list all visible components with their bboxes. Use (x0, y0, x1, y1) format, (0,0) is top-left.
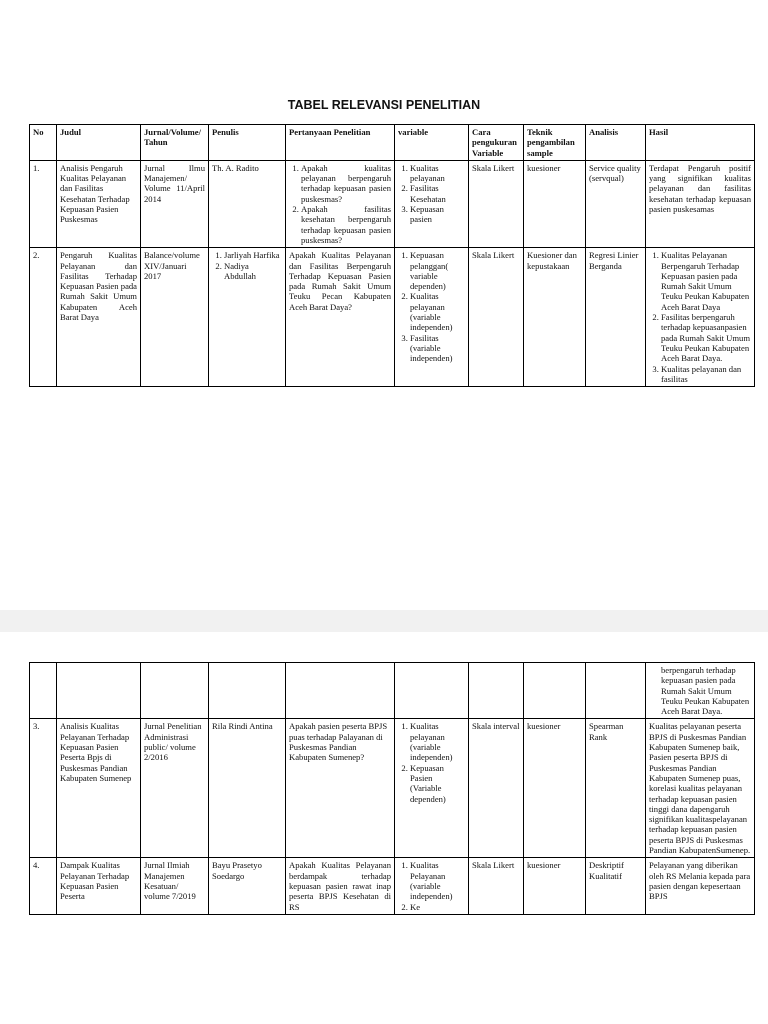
cell-analisis: Service quality (servqual) (586, 160, 646, 247)
cell-hasil (646, 248, 755, 387)
variable-list (398, 860, 465, 911)
cell-no: 3. (30, 719, 57, 858)
cell-variable (395, 248, 469, 387)
cell-pertanyaan (286, 160, 395, 247)
cell-variable (395, 663, 469, 719)
cell-judul: Analisis Pengaruh Kualitas Pelayanan dan Fasilitas Kesehatan Terhadap Kepuasan Pasien Puskesmas (57, 160, 141, 247)
list-item: 1. Kualitas Pelayanan Berpengaruh Terhadap Kepuasan pasien pada Rumah Sakit Umum Teuku Peukan Kabupaten Aceh Barat Daya (661, 250, 751, 312)
cell-analisis (586, 663, 646, 719)
list-item: 2. Apakah fasilitas kesehatan berpengaruh terhadap kepuasan pasien puskesmas? (301, 204, 391, 245)
cell-penulis (209, 663, 286, 719)
cell-judul (57, 663, 141, 719)
document-page-2 (0, 632, 768, 1024)
list-item: 2. Fasilitas berpengaruh terhadap kepuasanpasien pada Rumah Sakit Umum Teuku Peukan Kabupaten Aceh Barat Daya. (661, 312, 751, 363)
cell-teknik: kuesioner (524, 160, 586, 247)
list-item: 3. Fasilitas (variable independen) (410, 333, 465, 364)
cell-cara: Skala interval (469, 719, 524, 858)
variable-list (398, 250, 465, 363)
cell-penulis (209, 248, 286, 387)
column-header-hasil: Hasil (646, 125, 755, 161)
cell-hasil (646, 663, 755, 719)
cell-judul: Analisis Kualitas Pelayanan Terhadap Kepuasan Pasien Peserta Bpjs di Puskesmas Pandian Kabupaten Sumenep (57, 719, 141, 858)
list-item: 3. Kualitas pelayanan dan fasilitas (661, 364, 751, 385)
cell-teknik: kuesioner (524, 719, 586, 858)
list-item: 2. Kualitas pelayanan (variable independen) (410, 291, 465, 332)
cell-no (30, 663, 57, 719)
list-item: 1. Kualitas pelayanan (410, 163, 465, 184)
table-row (30, 719, 755, 858)
cell-pertanyaan: Apakah Kualitas Pelayanan berdampak terhadap kepuasan pasien rawat inap peserta BPJS Kesehatan di RS (286, 858, 395, 914)
cell-cara (469, 663, 524, 719)
cell-teknik: Kuesioner dan kepustakaan (524, 248, 586, 387)
hasil-list (649, 250, 751, 384)
cell-variable (395, 160, 469, 247)
column-header-judul: Judul (57, 125, 141, 161)
list-item: 3. Kepuasan pasien (410, 204, 465, 225)
page-title: TABEL RELEVANSI PENELITIAN (287, 98, 481, 112)
list-item: 2. Kepuasan Pasien (Variable dependen) (410, 763, 465, 804)
relevance-table-continued (29, 662, 755, 915)
cell-no: 1. (30, 160, 57, 247)
cell-judul: Dampak Kualitas Pelayanan Terhadap Kepuasan Pasien Peserta (57, 858, 141, 914)
cell-no: 4. (30, 858, 57, 914)
cell-no: 2. (30, 248, 57, 387)
cell-penulis: Th. A. Radito (209, 160, 286, 247)
cell-variable (395, 719, 469, 858)
table-row-continued (30, 663, 755, 719)
cell-cara: Skala Likert (469, 248, 524, 387)
cell-penulis: Rila Rindi Antina (209, 719, 286, 858)
column-header-analisis: Analisis (586, 125, 646, 161)
cell-judul: Pengaruh Kualitas Pelayanan dan Fasilitas Terhadap Kepuasan Pasien pada Rumah Sakit Umum Kabupaten Aceh Barat Daya (57, 248, 141, 387)
column-header-penulis: Penulis (209, 125, 286, 161)
variable-list (398, 163, 465, 225)
penulis-list (212, 250, 282, 281)
table-row (30, 858, 755, 914)
column-header-pertanyaan: Pertanyaan Penelitian (286, 125, 395, 161)
cell-variable (395, 858, 469, 914)
column-header-jurnal: Jurnal/Volume/Tahun (141, 125, 209, 161)
cell-teknik: kuesioner (524, 858, 586, 914)
list-item: 2. Ke (410, 902, 465, 912)
cell-teknik (524, 663, 586, 719)
cell-analisis: Regresi Linier Berganda (586, 248, 646, 387)
cell-analisis: Deskriptif Kualitatif (586, 858, 646, 914)
list-item: 1. Kualitas pelayanan (variable independen) (410, 721, 465, 762)
column-header-cara: Cara pengukuran Variable (469, 125, 524, 161)
list-item: 2. Nadiya Abdullah (224, 261, 282, 282)
cell-hasil: Pelayanan yang diberikan oleh RS Melania kepada para pasien dengan kepesertaan BPJS (646, 858, 755, 914)
cell-cara: Skala Likert (469, 160, 524, 247)
cell-cara: Skala Likert (469, 858, 524, 914)
cell-jurnal: Jurnal Penelitian Administrasi public/ volume 2/2016 (141, 719, 209, 858)
list-item: 2. Fasilitas Kesehatan (410, 183, 465, 204)
cell-analisis: Spearman Rank (586, 719, 646, 858)
cell-pertanyaan (286, 663, 395, 719)
cell-jurnal: Jurnal Ilmiah Manajemen Kesatuan/ volume 7/2019 (141, 858, 209, 914)
list-item: 1. Kepuasan pelanggan( variable dependen) (410, 250, 465, 291)
cell-jurnal (141, 663, 209, 719)
column-header-teknik: Teknik pengambilan sample (524, 125, 586, 161)
cell-jurnal: Balance/volume XIV/Januari 2017 (141, 248, 209, 387)
variable-list (398, 721, 465, 803)
pertanyaan-list (289, 163, 391, 245)
column-header-no: No (30, 125, 57, 161)
relevance-table (29, 124, 755, 387)
cell-jurnal: Jurnal Ilmu Manajemen/ Volume 11/April 2014 (141, 160, 209, 247)
list-item: 1. Kualitas Pelayanan (variable independen) (410, 860, 465, 901)
column-header-variable: variable (395, 125, 469, 161)
cell-hasil: Kualitas pelayanan peserta BPJS di Puskesmas Pandian Kabupaten Sumenep baik, Pasien peserta BPJS di Puskesmas Pandian Kabupaten Sumenep puas, korelasi kualitas pelayanan terhadap kepuasan pasien tinggi dana dapengaruh signifikan kualitaspelayanan terhadap kepuasan pasien peserta BPJS di Puskesmas Pandian KabupatenSumenep. (646, 719, 755, 858)
table-row (30, 160, 755, 247)
cell-hasil: Terdapat Pengaruh positif yang signifikan kualitas pelayanan dan fasilitas kesehatan terhadap kepuasan pasien puskesamas (646, 160, 755, 247)
list-item: 1. Apakah kualitas pelayanan berpengaruh terhadap kepuasan pasien puskesmas? (301, 163, 391, 204)
cell-penulis: Bayu Prasetyo Soedargo (209, 858, 286, 914)
cell-pertanyaan: Apakah Kualitas Pelayanan dan Fasilitas Berpengaruh Terhadap Kepuasan Pasien pada Rumah Sakit Umum Teuku Pecan Kabupaten Aceh Barat Daya? (286, 248, 395, 387)
table-row (30, 248, 755, 387)
hasil-continued-text: berpengaruh terhadap kepuasan pasien pada Rumah Sakit Umum Teuku Peukan Kabupaten Aceh Barat Daya. (661, 665, 750, 717)
list-item: 1. Jarliyah Harfika (224, 250, 282, 260)
table-header-row (30, 125, 755, 161)
cell-pertanyaan: Apakah pasien peserta BPJS puas terhadap Palayanan di Puskesmas Pandian Kabupaten Sumenep? (286, 719, 395, 858)
